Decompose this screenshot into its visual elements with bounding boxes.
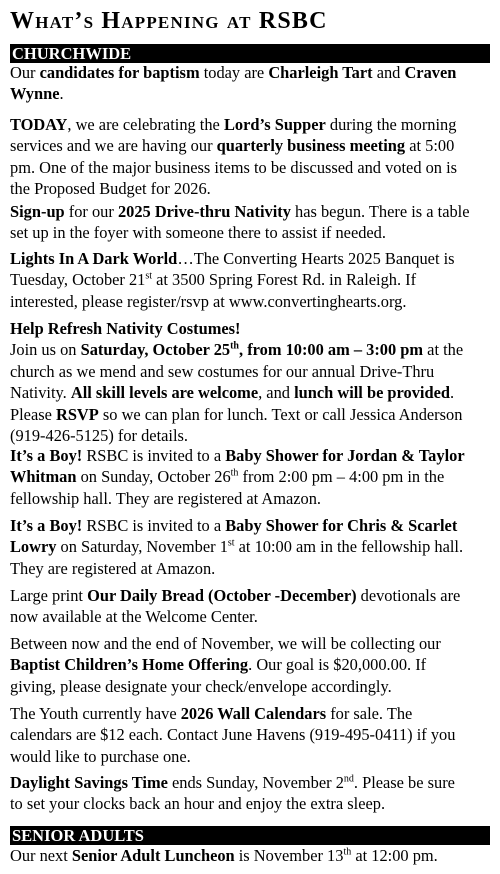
line: set up in the foyer with someone there to assist if needed. [10,223,386,243]
line: Our next Senior Adult Luncheon is November 13th at 12:00 pm. [10,846,438,865]
page-title: What’s Happening at RSBC [10,8,328,34]
line: Lowry on Saturday, November 1st at 10:00 am in the fellowship hall. [10,537,464,557]
line: services and we are having our quarterly business meeting at 5:00 [10,136,455,156]
daily-bread-announcement [10,585,494,628]
line: It’s a Boy! RSBC is invited to a Baby Shower for Jordan & Taylor [10,446,465,465]
line: Join us on Saturday, October 25th, from 10:00 am – 3:00 pm at the [10,340,464,360]
baby-shower-lowry-announcement [10,515,494,579]
line: Please RSVP so we can plan for lunch. Text or call Jessica Anderson [10,404,463,424]
line: would like to purchase one. [10,746,191,766]
line: Whitman on Sunday, October 26th from 2:00 pm – 4:00 pm in the [10,467,445,487]
line: Help Refresh Nativity Costumes! [10,319,241,338]
baptism-announcement [10,62,494,105]
line: (919-426-5125) for details. [10,425,188,445]
nativity-costumes-announcement [10,318,494,446]
line: Our candidates for baptism today are Charleigh Tart and Craven [10,63,457,82]
line: Between now and the end of November, we will be collecting our [10,634,441,653]
line: interested, please register/rsvp at www.convertinghearts.org. [10,291,407,311]
line: Lights In A Dark World…The Converting Hearts 2025 Banquet is [10,249,455,268]
line: Nativity. All skill levels are welcome, and lunch will be provided. [10,383,455,403]
baby-shower-whitman-announcement [10,445,494,509]
line: calendars are $12 each. Contact June Havens (919-495-0411) if you [10,725,456,745]
line: The Youth currently have 2026 Wall Calendars for sale. The [10,704,413,723]
section-header-churchwide: CHURCHWIDE [10,44,490,63]
line: now available at the Welcome Center. [10,607,258,627]
line: Wynne. [10,84,64,104]
senior-luncheon-announcement [10,845,494,866]
nativity-signup-announcement [10,201,494,244]
line: pm. One of the major business items to be discussed and voted on is [10,157,458,177]
line: They are registered at Amazon. [10,558,216,578]
line: giving, please designate your check/envelope accordingly. [10,676,392,696]
line: fellowship hall. They are registered at Amazon. [10,488,322,508]
line: Sign-up for our 2025 Drive-thru Nativity has begun. There is a table [10,202,470,221]
line: to set your clocks back an hour and enjoy the extra sleep. [10,794,386,814]
banquet-announcement [10,248,494,312]
line: Large print Our Daily Bread (October -December) devotionals are [10,586,461,605]
line: Daylight Savings Time ends Sunday, November 2nd. Please be sure [10,773,455,792]
daylight-savings-announcement [10,772,494,815]
line: It’s a Boy! RSBC is invited to a Baby Shower for Chris & Scarlet [10,516,458,535]
line: TODAY, we are celebrating the Lord’s Supper during the morning [10,115,457,134]
line: church as we mend and sew costumes for our annual Drive-Thru [10,361,435,381]
lords-supper-announcement [10,114,494,200]
wall-calendars-announcement [10,703,494,767]
line: Baptist Children’s Home Offering. Our goal is $20,000.00. If [10,655,427,675]
section-header-senior-adults: SENIOR ADULTS [10,826,490,845]
line: the Proposed Budget for 2026. [10,179,211,199]
line: Tuesday, October 21st at 3500 Spring Forest Rd. in Raleigh. If [10,270,417,290]
childrens-home-offering-announcement [10,633,494,697]
